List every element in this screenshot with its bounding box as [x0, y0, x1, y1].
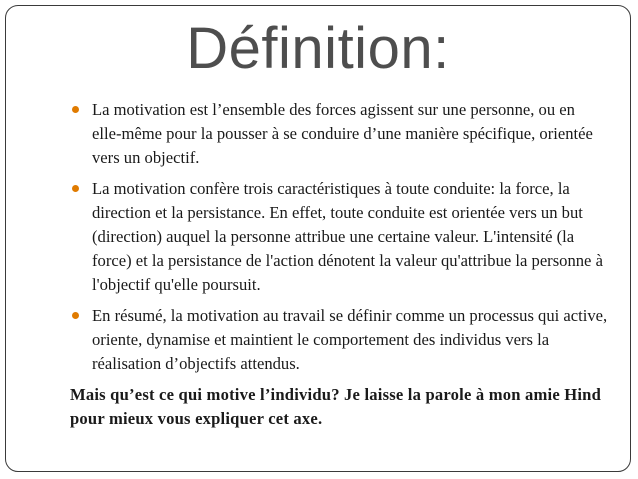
slide-body [70, 98, 608, 431]
bullet-item [70, 177, 608, 297]
bullet-item [70, 98, 608, 170]
bullet-dot-icon [72, 185, 79, 192]
slide-frame [5, 5, 631, 472]
bullet-item [70, 304, 608, 376]
bullet-dot-icon [72, 312, 79, 319]
closing-statement: Mais qu’est ce qui motive l’individu? Je laisse la parole à mon amie Hind pour mieux vous expliquer cet axe. [70, 385, 602, 428]
bullet-text: En résumé, la motivation au travail se définir comme un processus qui active, oriente, dynamise et maintient le comportement des individus vers la réalisation d’objectifs attendus. [92, 306, 608, 373]
bullet-text: La motivation confère trois caractéristiques à toute conduite: la force, la direction et la persistance. En effet, toute conduite est orientée vers un but (direction) auquel la personne attribue une certaine valeur. L'intensité (la force) et la persistance de l'action dénotent la valeur qu'attribue la personne à l'objectif qu'elle poursuit. [92, 179, 603, 294]
slide-title: Définition: [186, 16, 450, 81]
bullet-text: La motivation est l’ensemble des forces agissent sur une personne, ou en elle-même pour la pousser à se conduire d’une manière spécifique, orientée vers un objectif. [92, 100, 593, 167]
bullet-dot-icon [72, 106, 79, 113]
